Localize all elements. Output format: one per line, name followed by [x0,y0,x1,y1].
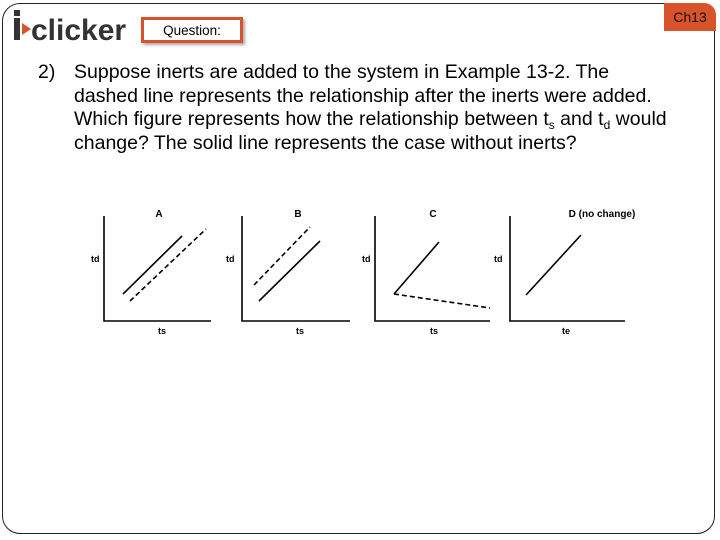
panel-c-dashed-line [394,294,490,308]
panel-c-title: C [429,209,437,220]
question-text-part-1: Suppose inerts are added to the system in Example 13-2. The dashed line represents the relationship after the inerts were added. Which figure represents how the relationship between t [74,61,652,130]
panel-d-title: D (no change) [568,209,636,220]
panel-b-y-label: td [226,254,235,264]
panel-c-axes [375,216,490,321]
chapter-tag [664,3,716,31]
svg-text:clicker: clicker [31,14,127,47]
panel-b [226,209,350,336]
panel-c-y-label: td [362,254,371,264]
panel-c-x-label: ts [430,326,439,336]
panel-a [91,209,211,336]
panel-d-axes [510,216,625,321]
panel-d-x-label: te [562,326,571,336]
panel-a-dashed-line [130,229,206,301]
panel-a-solid-line [123,236,182,294]
panel-a-x-label: ts [158,326,167,336]
panel-b-dashed-line [254,227,310,285]
question-text-part-2: and t [554,108,604,130]
panel-d [494,209,635,336]
panel-b-title: B [294,209,302,220]
panel-a-axes [104,216,211,321]
question-label: Question: [163,22,221,38]
panel-d-solid-line [526,235,581,295]
question-text-part-3: would change? The solid line represents the case without inerts? [74,108,667,154]
panel-a-title: A [155,209,163,220]
question-number: 2) [38,61,56,83]
answer-figures [70,200,660,350]
panel-a-y-label: td [91,254,100,264]
panel-b-axes [242,216,350,321]
panel-d-y-label: td [494,254,503,264]
subscript-s: s [548,118,555,132]
panel-c [362,209,490,336]
panel-c-solid-line [394,242,439,294]
answer-figures-svg [70,200,660,350]
iclicker-logo-mark [12,8,140,48]
question-text [74,61,674,155]
question-label-box [141,17,243,43]
subscript-d: d [603,118,611,132]
chapter-tag-label: Ch13 [673,9,707,25]
iclicker-logo [12,8,140,48]
panel-b-x-label: ts [296,326,305,336]
